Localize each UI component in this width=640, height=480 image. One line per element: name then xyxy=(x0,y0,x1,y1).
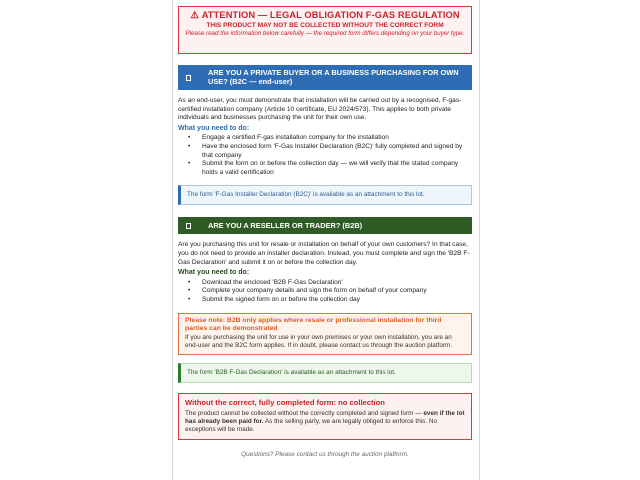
list-item: • Submit the signed form on or before the collection day xyxy=(202,296,472,305)
b2c-what-label: What you need to do: xyxy=(178,124,250,132)
b2b-attachment-info: The form 'B2B F-Gas Declaration' is available as an attachment to this lot. xyxy=(178,363,472,383)
b2b-heading: ARE YOU A RESELLER OR TRADER? (B2B) xyxy=(208,221,363,231)
b2c-heading: ARE YOU A PRIVATE BUYER OR A BUSINESS PURCHASING FOR OWN USE? (B2C — end-user) xyxy=(208,68,459,87)
warning-text-end: As the selling party, we are legally obliged to enforce this. No exceptions will be made. xyxy=(185,418,438,434)
b2b-note-box xyxy=(178,313,472,356)
lot-description xyxy=(178,6,472,460)
document-icon xyxy=(186,75,191,81)
document-icon xyxy=(186,223,191,229)
warning-title: Without the correct, fully completed form: no collection xyxy=(185,398,385,408)
b2b-heading-bar xyxy=(178,217,472,234)
b2b-what-label: What you need to do: xyxy=(178,269,250,277)
contact-footer: Questions? Please contact us through the auction platform. xyxy=(241,451,409,459)
attention-subtitle: THIS PRODUCT MAY NOT BE COLLECTED WITHOUT THE CORRECT FORM xyxy=(206,22,444,29)
warning-emphasis: even if the lot has already been paid for. xyxy=(185,410,465,426)
no-collection-warning xyxy=(178,393,472,440)
list-item: • Download the enclosed 'B2B F-Gas Declaration' xyxy=(202,279,472,288)
b2c-intro: As an end-user, you must demonstrate that installation will be carried out by a recognised, F-gas-certified installation company (Article 10 certificate, EU 2024/573). This applies to both private individuals and businesses purchasing the unit for their own use. xyxy=(178,97,462,122)
warning-text: The product cannot be collected without the correctly completed and signed form — xyxy=(185,410,424,418)
attention-title: ATTENTION — LEGAL OBLIGATION F-GAS REGULATION xyxy=(201,10,460,20)
list-item: • Complete your company details and sign the form on behalf of your company xyxy=(202,287,472,296)
b2c-heading-bar xyxy=(178,65,472,90)
b2c-attachment-info: The form 'F-Gas Installer Declaration (B2C)' is available as an attachment to this lot. xyxy=(178,185,472,205)
list-item: • Submit the form on or before the collection day — we will verify that the stated company holds a valid certification xyxy=(202,160,472,177)
b2b-note-text: If you are purchasing the unit for use in your own premises or your own installation, you are an end-user and the B2C form applies. If in doubt, please contact us through the auction platform. xyxy=(185,334,453,350)
b2b-steps xyxy=(178,279,472,305)
b2b-intro: Are you purchasing this unit for resale or installation on behalf of your own customers? In that case, you do not need to provide an installer declaration. Instead, you must complete and sign the 'B2B F-Gas Declaration' and submit it on or before the collection day. xyxy=(178,241,470,266)
list-item: • Have the enclosed form 'F-Gas Installer Declaration (B2C)' fully completed and signed by that company xyxy=(202,143,472,160)
warning-icon: ⚠ xyxy=(190,10,199,20)
b2b-note-title: Please note: B2B only applies where resale or professional installation for third parties can be demonstrated xyxy=(185,316,442,332)
b2c-steps xyxy=(178,134,472,177)
list-item: • Engage a certified F-gas installation company for the installation xyxy=(202,134,472,143)
attention-box xyxy=(178,6,472,54)
attention-note: Please read the information below carefully — the required form differs depending on your buyer type. xyxy=(185,30,465,37)
